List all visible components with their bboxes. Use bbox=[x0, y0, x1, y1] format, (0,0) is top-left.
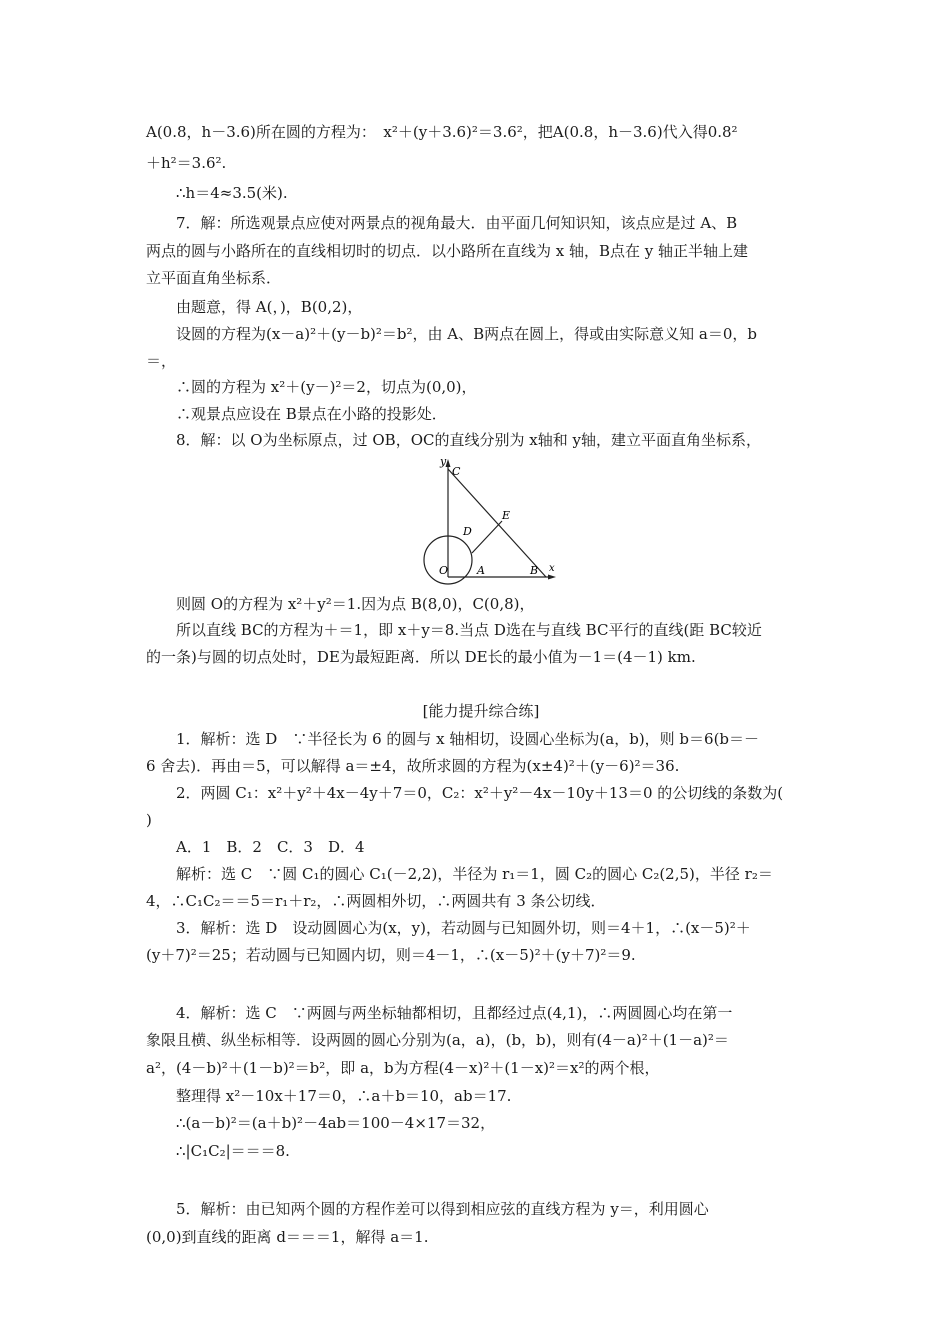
x-axis-arrow bbox=[548, 575, 556, 580]
label-y: y bbox=[440, 455, 447, 468]
text-line: A(0.8，h－3.6)所在圆的方程为： x²＋(y＋3.6)²＝3.6²，把A(0.8，h－3.6)代入得0.8² bbox=[146, 123, 738, 141]
label-b: B bbox=[530, 564, 539, 577]
text-line: 两点的圆与小路所在的直线相切时的切点．以小路所在直线为 x 轴，B点在 y 轴正半轴上建 bbox=[146, 242, 749, 260]
text-line: 7．解：所选观景点应使对两景点的视角最大．由平面几何知识知，该点应是过 A、B bbox=[176, 214, 738, 232]
text-line: ＝， bbox=[146, 352, 177, 370]
text-line: ∴|C₁C₂|＝＝＝8. bbox=[176, 1142, 290, 1160]
text-line: 2．两圆 C₁：x²＋y²＋4x－4y＋7＝0，C₂：x²＋y²－4x－10y＋13＝0 的公切线的条数为( bbox=[176, 784, 784, 802]
text-line: A．1 B．2 C．3 D．4 bbox=[176, 838, 365, 856]
line-bc bbox=[448, 469, 546, 577]
text-line: ＋h²＝3.6². bbox=[146, 154, 227, 172]
label-c: C bbox=[452, 465, 461, 478]
text-line: a²，(4－b)²＋(1－b)²＝b²，即 a，b为方程(4－x)²＋(1－x)²＝x²的两个根， bbox=[146, 1059, 660, 1077]
text-line: (0,0)到直线的距离 d＝＝＝1，解得 a＝1. bbox=[146, 1228, 429, 1246]
text-line: 立平面直角坐标系． bbox=[146, 269, 282, 287]
text-line: 设圆的方程为(x－a)²＋(y－b)²＝b²，由 A、B两点在圆上，得或由实际意义知 a＝0，b bbox=[176, 325, 758, 343]
y-axis-arrow bbox=[446, 459, 451, 467]
text-line: (y＋7)²＝25；若动圆与已知圆内切，则＝4－1，∴(x－5)²＋(y＋7)²＝9. bbox=[146, 946, 636, 964]
text-line: 的一条)与圆的切点处时，DE为最短距离．所以 DE长的最小值为－1＝(4－1) km. bbox=[146, 648, 696, 666]
label-d: D bbox=[463, 525, 472, 538]
text-line: 3．解析：选 D 设动圆圆心为(x，y)，若动圆与已知圆外切，则＝4＋1，∴(x－5)²＋ bbox=[176, 919, 751, 937]
text-line: 由题意，得 A(，)，B(0,2)， bbox=[176, 298, 363, 316]
text-line: ∴圆的方程为 x²＋(y－)²＝2，切点为(0,0)， bbox=[176, 378, 477, 396]
text-line: 则圆 O的方程为 x²＋y²＝1.因为点 B(8,0)，C(0,8)， bbox=[176, 595, 535, 613]
text-line: ∴(a－b)²＝(a＋b)²－4ab＝100－4×17＝32， bbox=[176, 1114, 496, 1132]
text-line: 4．解析：选 C ∵两圆与两坐标轴都相切，且都经过点(4,1)，∴两圆圆心均在第一 bbox=[176, 1004, 733, 1022]
text-line: 整理得 x²－10x＋17＝0，∴a＋b＝10，ab＝17. bbox=[176, 1087, 512, 1105]
label-o: O bbox=[439, 564, 449, 577]
label-a: A bbox=[477, 564, 485, 577]
text-line: ∴h＝4≈3.5(米). bbox=[176, 184, 288, 202]
text-line: 4，∴C₁C₂＝＝5＝r₁＋r₂，∴两圆相外切，∴两圆共有 3 条公切线． bbox=[146, 892, 606, 910]
label-x: x bbox=[549, 563, 555, 574]
text-line: 所以直线 BC的方程为＋＝1，即 x＋y＝8.当点 D选在与直线 BC平行的直线(距 BC较近 bbox=[176, 621, 762, 639]
text-line: ∴观景点应设在 B景点在小路的投影处． bbox=[176, 405, 447, 423]
text-line: 1．解析：选 D ∵半径长为 6 的圆与 x 轴相切，设圆心坐标为(a，b)，则 b＝6(b＝－ bbox=[176, 730, 760, 748]
text-line: 解析：选 C ∵圆 C₁的圆心 C₁(－2,2)，半径为 r₁＝1，圆 C₂的圆心 C₂(2,5)，半径 r₂＝ bbox=[176, 865, 773, 883]
geometry-figure bbox=[418, 455, 568, 585]
text-line: 8．解：以 O为坐标原点，过 OB，OC的直线分别为 x轴和 y轴，建立平面直角坐标系， bbox=[176, 431, 761, 449]
text-line: 5．解析：由已知两个圆的方程作差可以得到相应弦的直线方程为 y＝，利用圆心 bbox=[176, 1200, 709, 1218]
label-e: E bbox=[502, 509, 511, 522]
text-line: ) bbox=[146, 811, 152, 829]
text-line: 象限且横、纵坐标相等．设两圆的圆心分别为(a，a)，(b，b)，则有(4－a)²＋(1－a)²＝ bbox=[146, 1031, 729, 1049]
section-heading: [能力提升综合练] bbox=[422, 702, 540, 720]
text-line: 6 舍去)．再由＝5，可以解得 a＝±4，故所求圆的方程为(x±4)²＋(y－6)²＝36. bbox=[146, 757, 680, 775]
segment-de bbox=[472, 521, 502, 553]
